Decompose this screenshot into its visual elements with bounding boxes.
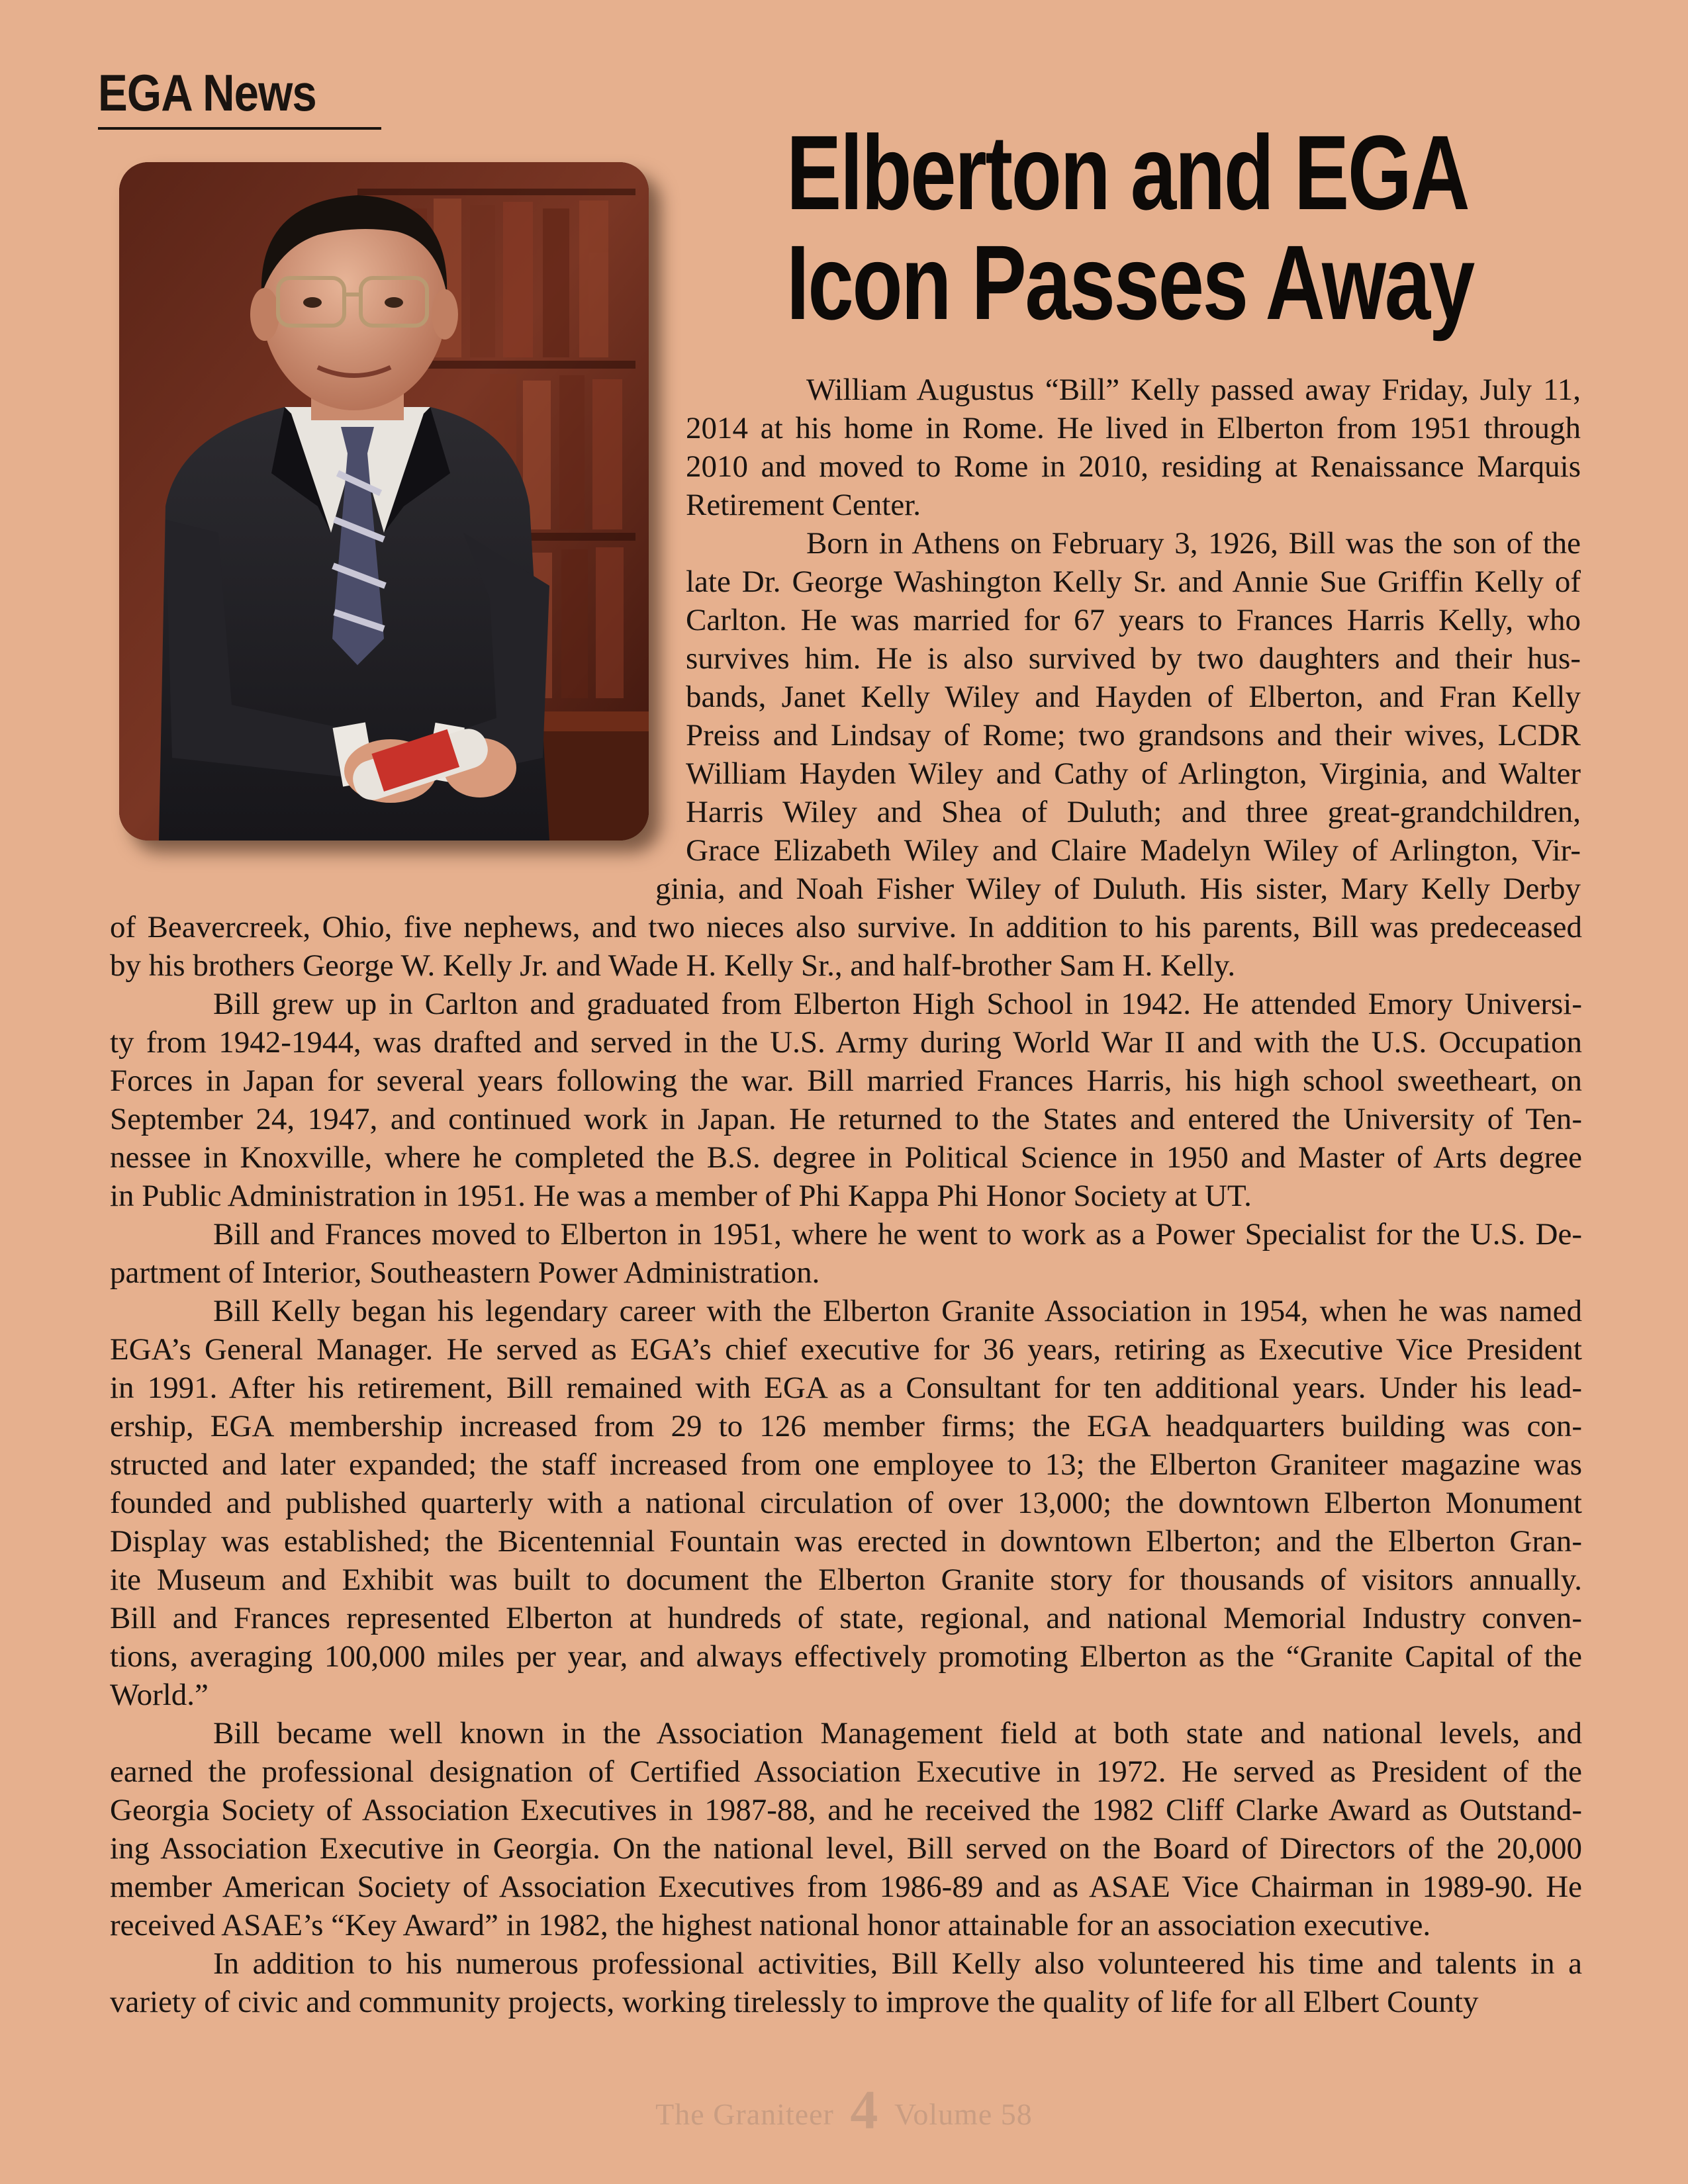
- headline-line-1: Elberton and EGA: [786, 113, 1469, 232]
- article-line: tions, averaging 100,000 miles per year, and always effectively promoting Elberton as the “Granite Capital of the: [110, 1639, 1582, 1674]
- page-footer: [0, 2078, 1688, 2142]
- article-line: Forces in Japan for several years following the war. Bill married Frances Harris, his high school sweetheart, on: [110, 1064, 1582, 1098]
- article-line: founded and published quarterly with a national circulation of over 13,000; the downtown Elberton Monument: [110, 1486, 1582, 1520]
- article-line: Bill grew up in Carlton and graduated from Elberton High School in 1942. He attended Emory Universi-: [213, 987, 1582, 1021]
- article-line: Bill became well known in the Association Management field at both state and national levels, and: [213, 1716, 1582, 1751]
- article-line: structed and later expanded; the staff increased from one employee to 13; the Elberton Graniteer magazine was: [110, 1447, 1582, 1482]
- article-line: ty from 1942-1944, was drafted and served in the U.S. Army during World War II and with the U.S. Occupation: [110, 1025, 1582, 1060]
- article-line: Preiss and Lindsay of Rome; two grandsons and their wives, LCDR: [686, 718, 1581, 752]
- article-line: variety of civic and community projects, working tirelessly to improve the quality of life for all Elbert County: [110, 1985, 1479, 2019]
- article-line: World.”: [110, 1678, 209, 1712]
- article-line: ite Museum and Exhibit was built to document the Elberton Granite story for thousands of visitors annually.: [110, 1563, 1582, 1597]
- section-label: EGA News: [98, 64, 316, 122]
- article-line: earned the professional designation of Certified Association Executive in 1972. He served as President of the: [110, 1754, 1582, 1789]
- footer-page-number: 4: [850, 2079, 879, 2141]
- article-line: September 24, 1947, and continued work in Japan. He returned to the States and entered the University of Ten-: [110, 1102, 1582, 1136]
- article-line: ginia, and Noah Fisher Wiley of Duluth. His sister, Mary Kelly Derby: [655, 872, 1581, 906]
- article-line: survives him. He is also survived by two daughters and their hus-: [686, 641, 1581, 676]
- footer-volume: Volume 58: [894, 2097, 1033, 2131]
- article-line: Georgia Society of Association Executives in 1987-88, and he received the 1982 Cliff Clarke Award as Outstand-: [110, 1793, 1582, 1827]
- article-line: In addition to his numerous professional activities, Bill Kelly also volunteered his time and talents in a: [213, 1946, 1582, 1981]
- article-line: EGA’s General Manager. He served as EGA’s chief executive for 36 years, retiring as Executive Vice President: [110, 1332, 1582, 1367]
- article-line: in Public Administration in 1951. He was a member of Phi Kappa Phi Honor Society at UT.: [110, 1179, 1252, 1213]
- headline-line-2: Icon Passes Away: [786, 223, 1474, 341]
- article-line: member American Society of Association Executives from 1986-89 and as ASAE Vice Chairman in 1989-90. He: [110, 1870, 1582, 1904]
- article-line: Retirement Center.: [686, 488, 921, 522]
- footer-publication: The Graniteer: [655, 2097, 834, 2131]
- article-line: partment of Interior, Southeastern Power Administration.: [110, 1255, 820, 1290]
- article-line: William Hayden Wiley and Cathy of Arlington, Virginia, and Walter: [686, 756, 1581, 791]
- article-line: ing Association Executive in Georgia. On the national level, Bill served on the Board of Directors of the 20,000: [110, 1831, 1582, 1866]
- article-line: Harris Wiley and Shea of Duluth; and three great-grandchildren,: [686, 795, 1581, 829]
- article-line: Born in Athens on February 3, 1926, Bill was the son of the: [806, 526, 1581, 561]
- article-line: 2014 at his home in Rome. He lived in Elberton from 1951 through: [686, 411, 1581, 445]
- article-line: Carlton. He was married for 67 years to Frances Harris Kelly, who: [686, 603, 1581, 637]
- article-line: William Augustus “Bill” Kelly passed away Friday, July 11,: [806, 373, 1581, 407]
- article-line: bands, Janet Kelly Wiley and Hayden of Elberton, and Fran Kelly: [686, 680, 1581, 714]
- article-line: nessee in Knoxville, where he completed the B.S. degree in Political Science in 1950 and Master of Arts degree: [110, 1140, 1582, 1175]
- article-line: received ASAE’s “Key Award” in 1982, the highest national honor attainable for an association executive.: [110, 1908, 1431, 1942]
- article-line: of Beavercreek, Ohio, five nephews, and two nieces also survive. In addition to his parents, Bill was predeceased: [110, 910, 1582, 944]
- article-line: Bill and Frances represented Elberton at hundreds of state, regional, and national Memorial Industry conven-: [110, 1601, 1582, 1635]
- article-line: by his brothers George W. Kelly Jr. and Wade H. Kelly Sr., and half-brother Sam H. Kelly.: [110, 948, 1236, 983]
- article-line: late Dr. George Washington Kelly Sr. and Annie Sue Griffin Kelly of: [686, 565, 1581, 599]
- article-line: Bill Kelly began his legendary career with the Elberton Granite Association in 1954, when he was named: [213, 1294, 1582, 1328]
- article-line: in 1991. After his retirement, Bill remained with EGA as a Consultant for ten additional years. Under his lead-: [110, 1371, 1582, 1405]
- article-line: Bill and Frances moved to Elberton in 1951, where he went to work as a Power Specialist for the U.S. De-: [213, 1217, 1582, 1251]
- article-line: Grace Elizabeth Wiley and Claire Madelyn Wiley of Arlington, Vir-: [686, 833, 1581, 868]
- article-line: 2010 and moved to Rome in 2010, residing at Renaissance Marquis: [686, 449, 1581, 484]
- article-line: Display was established; the Bicentennial Fountain was erected in downtown Elberton; and the Elberton Gran-: [110, 1524, 1582, 1559]
- article-line: ership, EGA membership increased from 29 to 126 member firms; the EGA headquarters building was con-: [110, 1409, 1582, 1443]
